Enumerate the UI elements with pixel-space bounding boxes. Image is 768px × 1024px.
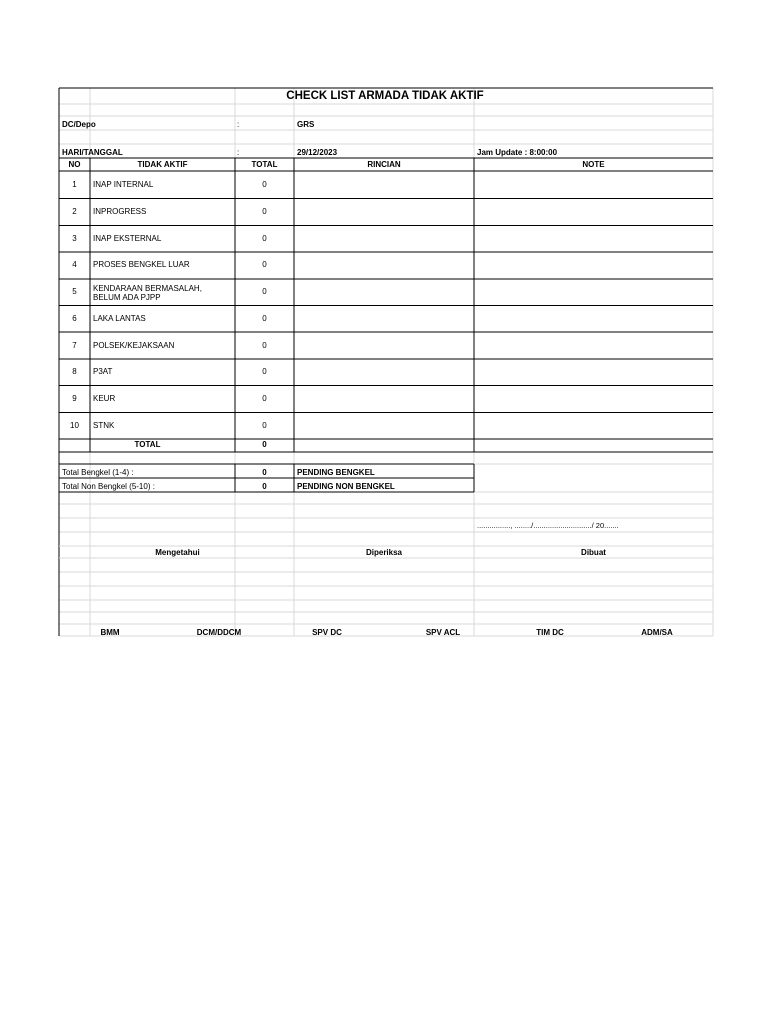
row-total: 0 <box>262 260 267 270</box>
role-spv-dc: SPV DC <box>312 628 342 637</box>
role-tim-dc: TIM DC <box>536 628 564 637</box>
row-label: INAP EKSTERNAL <box>93 233 162 243</box>
col-header-note: NOTE <box>582 160 605 169</box>
row-label-line2: BELUM ADA PJPP <box>93 292 161 302</box>
date-label: HARI/TANGGAL <box>62 148 123 157</box>
dc-colon: : <box>237 120 240 129</box>
signature-dibuat: Dibuat <box>581 548 606 557</box>
total-bengkel-label: Total Bengkel (1-4) : <box>62 468 134 477</box>
row-no: 4 <box>72 260 77 270</box>
row-label: STNK <box>93 420 115 430</box>
row-total: 0 <box>262 233 267 243</box>
dc-value: GRS <box>297 120 315 129</box>
row-label: P3AT <box>93 367 113 377</box>
row-total: 0 <box>262 393 267 403</box>
col-header-no: NO <box>68 160 81 169</box>
row-no: 10 <box>70 420 79 430</box>
row-label: PROSES BENGKEL LUAR <box>93 260 190 270</box>
col-header-total: TOTAL <box>251 160 278 169</box>
row-total: 0 <box>262 367 267 377</box>
total-label: TOTAL <box>134 440 161 449</box>
row-total: 0 <box>262 340 267 350</box>
row-no: 5 <box>72 287 77 297</box>
row-label: KENDARAAN BERMASALAH, <box>93 283 202 293</box>
total-non-bengkel-value: 0 <box>262 482 267 491</box>
date-place-line: ................, ......../............................/ 20....... <box>477 521 619 530</box>
row-no: 2 <box>72 207 77 217</box>
row-label: POLSEK/KEJAKSAAN <box>93 340 175 350</box>
role-bmm: BMM <box>100 628 120 637</box>
page-title: CHECK LIST ARMADA TIDAK AKTIF <box>286 90 484 102</box>
row-no: 8 <box>72 367 77 377</box>
total-value: 0 <box>262 440 267 449</box>
dc-label: DC/Depo <box>62 120 96 129</box>
col-header-rincian: RINCIAN <box>367 160 401 169</box>
role-dcm-ddcm: DCM/DDCM <box>196 628 242 637</box>
row-total: 0 <box>262 313 267 323</box>
total-bengkel-value: 0 <box>262 468 267 477</box>
row-total: 0 <box>262 207 267 217</box>
row-label: LAKA LANTAS <box>93 313 146 323</box>
row-total: 0 <box>262 287 267 297</box>
role-adm-sa: ADM/SA <box>641 628 673 637</box>
row-no: 3 <box>72 233 77 243</box>
total-non-bengkel-label: Total Non Bengkel (5-10) : <box>62 482 155 491</box>
col-header-tidak-aktif: TIDAK AKTIF <box>137 160 188 169</box>
signature-diperiksa: Diperiksa <box>365 548 403 557</box>
signature-mengetahui: Mengetahui <box>155 548 200 557</box>
row-label: KEUR <box>93 393 116 403</box>
row-no: 7 <box>72 340 77 350</box>
row-total: 0 <box>262 180 267 190</box>
date-colon: : <box>237 148 240 157</box>
role-spv-acl: SPV ACL <box>425 628 461 637</box>
pending-non-bengkel-label: PENDING NON BENGKEL <box>297 482 395 491</box>
row-label: INPROGRESS <box>93 207 147 217</box>
row-no: 1 <box>72 180 77 190</box>
row-no: 6 <box>72 313 77 323</box>
row-total: 0 <box>262 420 267 430</box>
pending-bengkel-label: PENDING BENGKEL <box>297 468 375 477</box>
row-no: 9 <box>72 393 77 403</box>
row-label: INAP INTERNAL <box>93 180 154 190</box>
update-label: Jam Update : 8:00:00 <box>477 148 558 157</box>
date-value: 29/12/2023 <box>297 148 338 157</box>
